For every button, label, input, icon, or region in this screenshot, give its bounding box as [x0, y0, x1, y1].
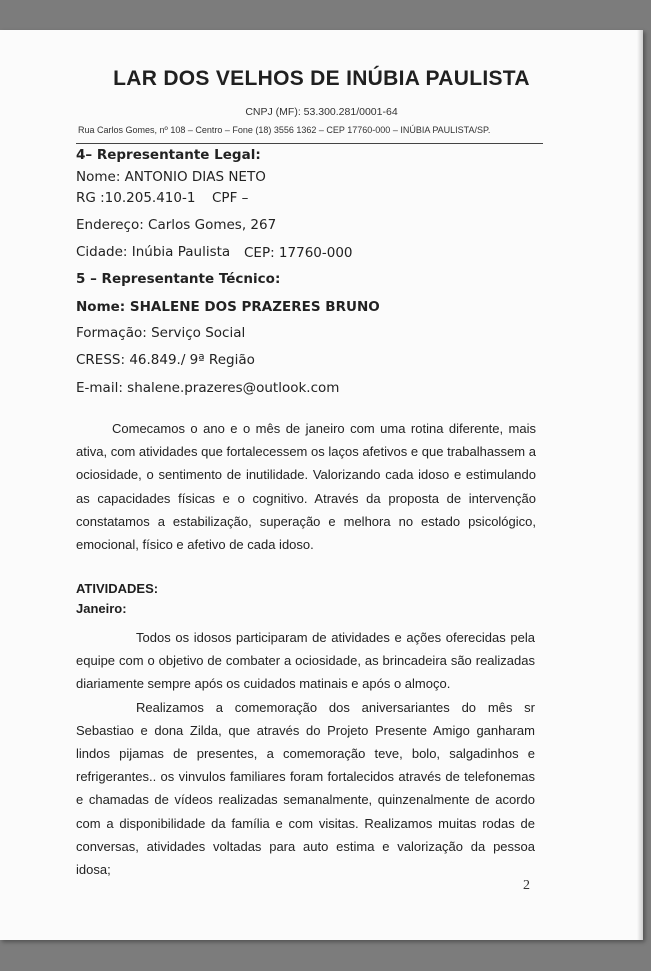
header-divider — [76, 143, 543, 144]
activities-paragraph-2: Realizamos a comemoração dos aniversariantes do mês sr Sebastiao e dona Zilda, que através do Projeto Presente Amigo ganharam lindos pijamas de presentes, a comemoração teve, bolo, salgadinhos e refrigerantes.. os vinvulos familiares foram fortalecidos através de telefonemas e chamadas de vídeos realizadas semanalmente, quinzenalmente de acordo com a disponibilidade da família e com visitas. Realizamos muitas rodas de conversas, atividades voltadas para auto estima e valorização da pessoa idosa; — [76, 699, 535, 878]
tech-rep-name: Nome: SHALENE DOS PRAZERES BRUNO — [76, 299, 380, 315]
activities-body — [76, 626, 535, 881]
tech-rep-heading: 5 – Representante Técnico: — [76, 271, 281, 287]
institution-title: LAR DOS VELHOS DE INÚBIA PAULISTA — [113, 67, 530, 90]
legal-rep-cep: CEP: 17760-000 — [244, 245, 353, 261]
legal-rep-rg: RG :10.205.410-1 — [76, 190, 196, 206]
document-page — [0, 30, 643, 940]
legal-rep-address: Endereço: Carlos Gomes, 267 — [76, 217, 277, 233]
activities-heading: ATIVIDADES: — [76, 581, 159, 596]
activities-paragraph-1: Todos os idosos participaram de atividades e ações oferecidas pela equipe com o objetivo de combater a ociosidade, as brincadeira são realizadas diariamente sempre após os cuidados matinais e após o almoço. — [76, 630, 535, 692]
legal-rep-heading: 4– Representante Legal: — [76, 147, 261, 163]
cnpj-line: CNPJ (MF): 53.300.281/0001-64 — [245, 106, 398, 118]
legal-rep-name: Nome: ANTONIO DIAS NETO — [76, 169, 266, 185]
month-heading: Janeiro: — [76, 601, 127, 616]
legal-rep-cpf: CPF – — [212, 190, 249, 206]
intro-paragraph — [76, 417, 536, 556]
tech-rep-email: E-mail: shalene.prazeres@outlook.com — [76, 380, 340, 396]
tech-rep-training: Formação: Serviço Social — [76, 325, 246, 341]
tech-rep-cress: CRESS: 46.849./ 9ª Região — [76, 352, 255, 368]
page-number: 2 — [523, 878, 530, 893]
legal-rep-city: Cidade: Inúbia Paulista — [76, 244, 231, 260]
intro-text: Comecamos o ano e o mês de janeiro com uma rotina diferente, mais ativa, com atividades que fortalecessem os laços afetivos e que trabalhassem a ociosidade, o sentimento de inutilidade. Valorizando cada idoso e estimulando as capacidades físicas e o cognitivo. Através da proposta de intervenção constatamos a estabilização, superação e melhora no estado psicológico, emocional, físico e afetivo de cada idoso. — [76, 421, 536, 553]
address-line: Rua Carlos Gomes, nº 108 – Centro – Fone (18) 3556 1362 – CEP 17760-000 – INÚBIA PAULISTA/SP. — [78, 125, 491, 135]
